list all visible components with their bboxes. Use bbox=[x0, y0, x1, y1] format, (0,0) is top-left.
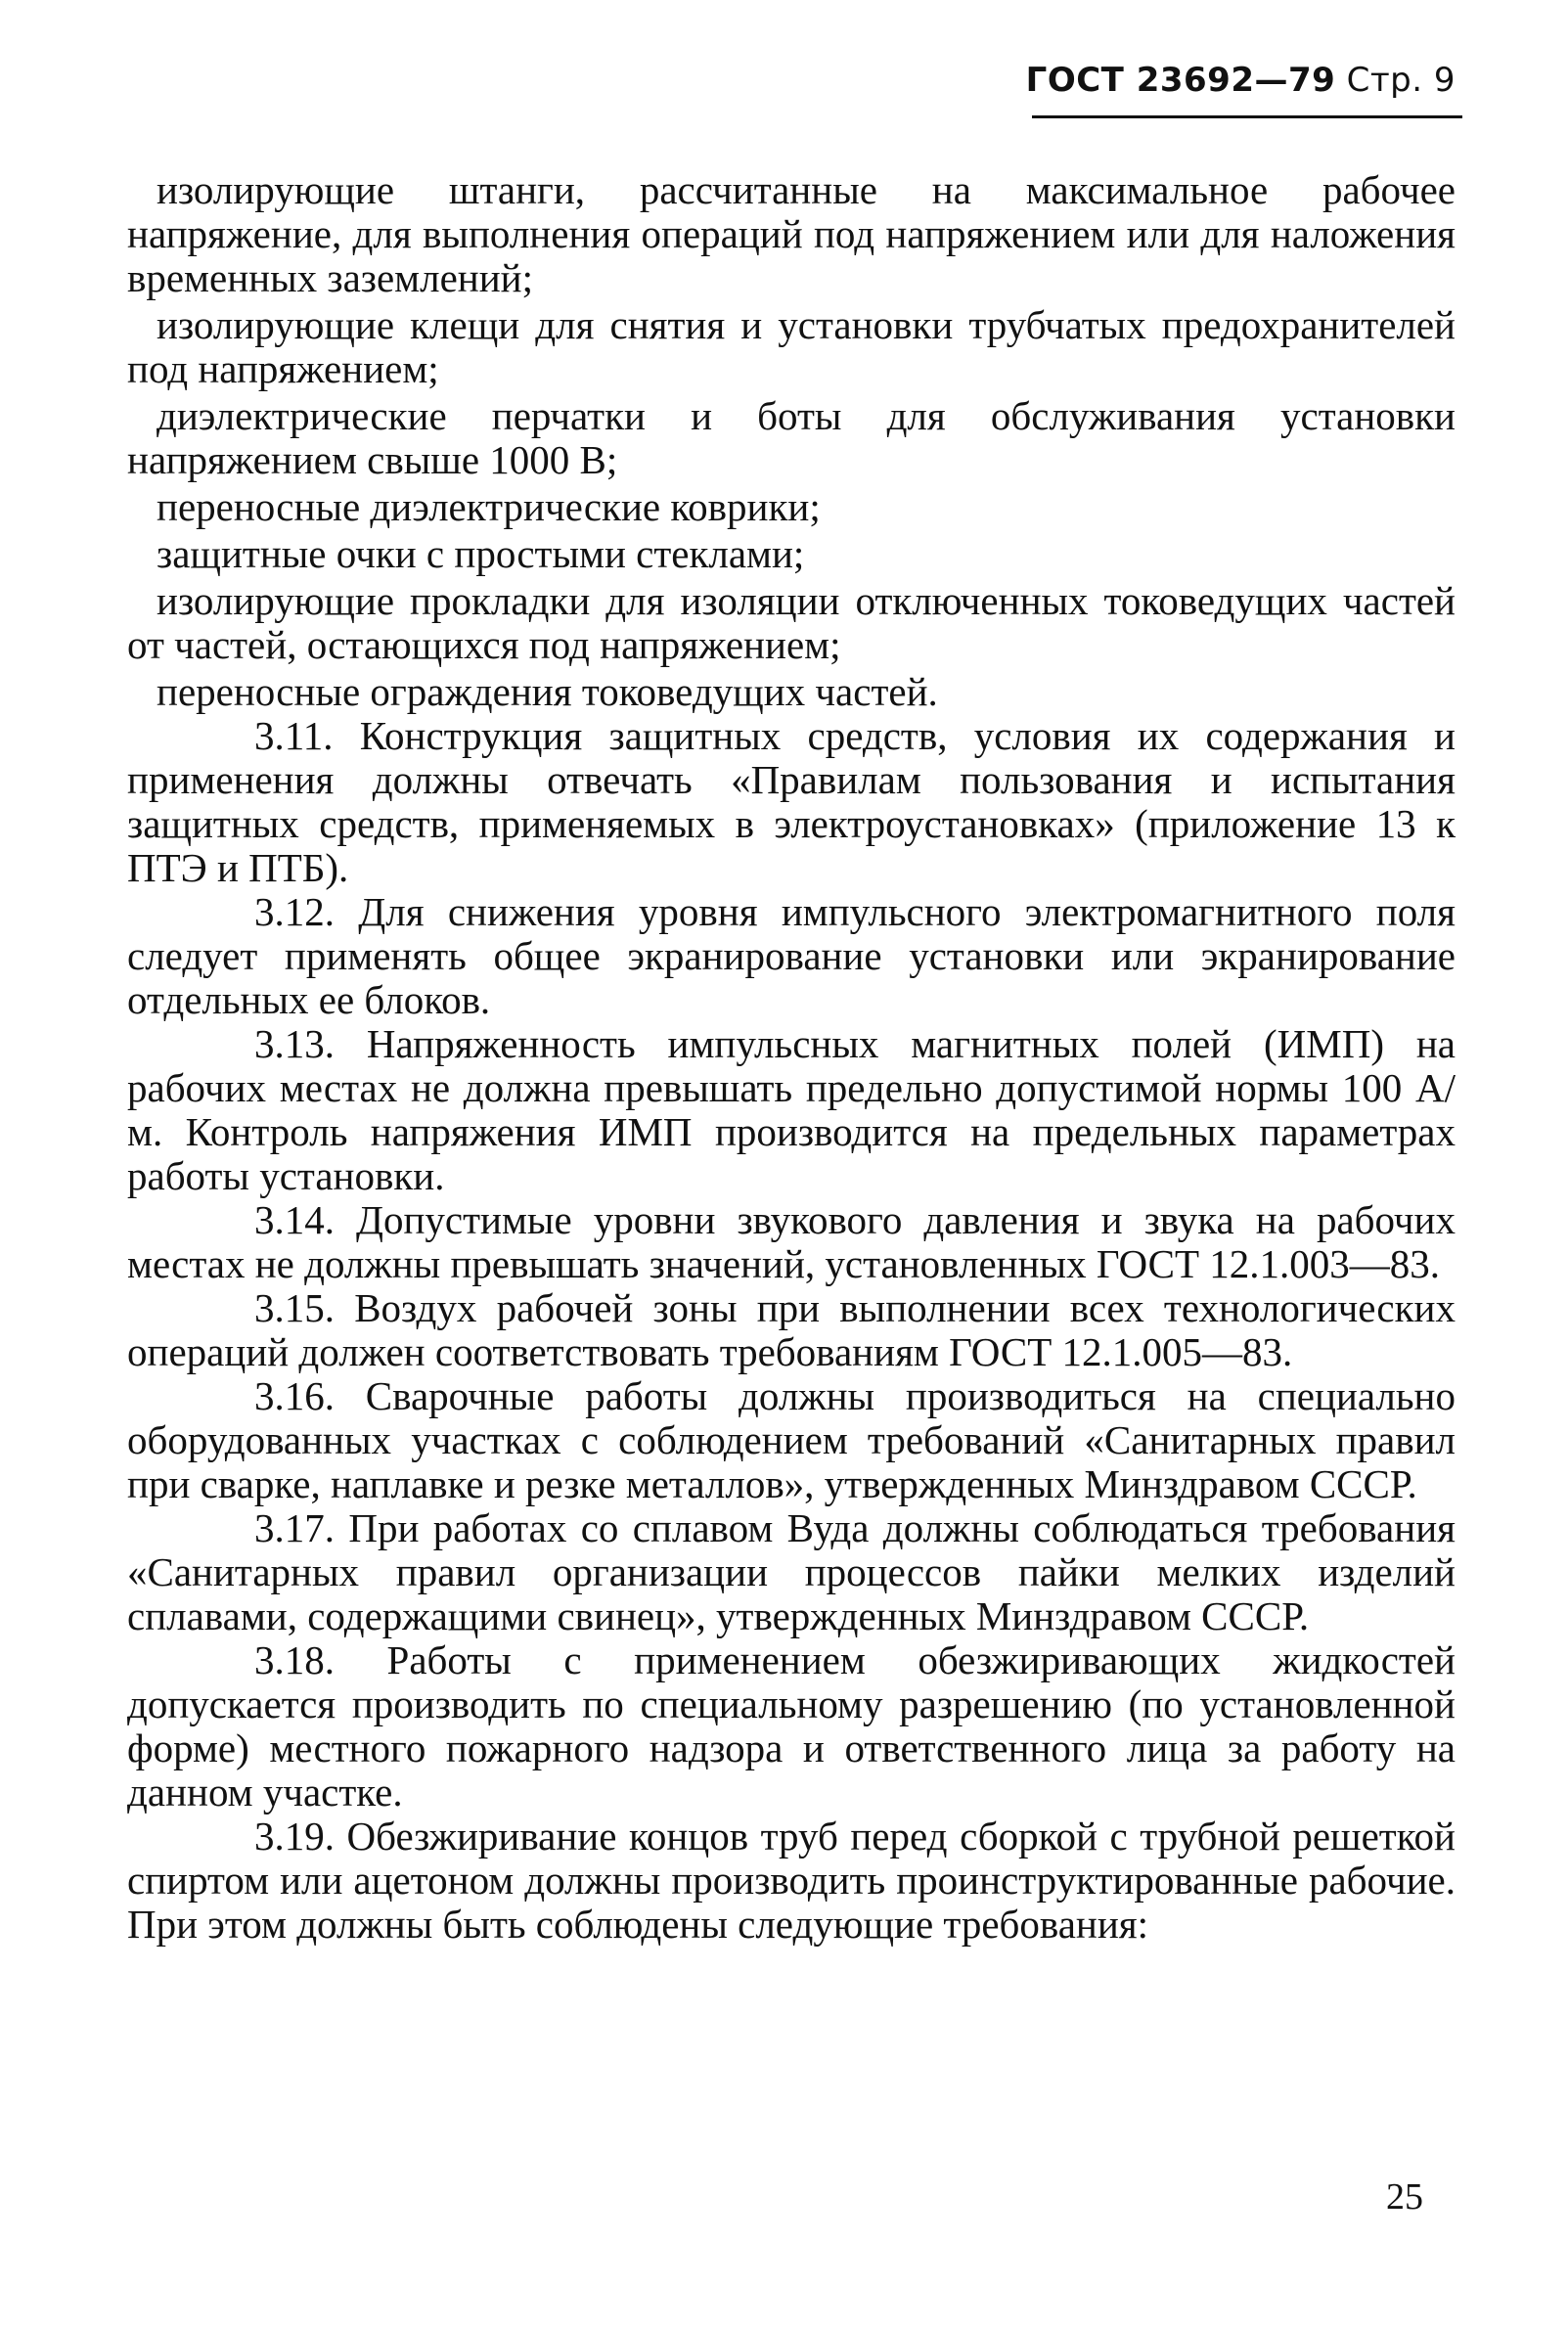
list-item: изолирующие прокладки для изоляции отключенных токоведущих частей от частей, остающихся под напряжением; bbox=[127, 578, 1456, 667]
list-item: изолирующие клещи для снятия и установки трубчатых предохранителей под напряжением; bbox=[127, 302, 1456, 391]
paragraph-3-16: 3.16. Сварочные работы должны производиться на специально оборудованных участках с соблюдением требований «Санитарных правил при сварке, наплавке и резке металлов», утвержденных Минздравом СССР. bbox=[127, 1373, 1456, 1506]
paragraph-3-12: 3.12. Для снижения уровня импульсного электромагнитного поля следует применять общее экранирование установки или экранирование отдельных ее блоков. bbox=[127, 889, 1456, 1022]
header-rule bbox=[1032, 115, 1462, 118]
page-label: Стр. 9 bbox=[1346, 61, 1456, 100]
body-text bbox=[127, 168, 1456, 1947]
list-item: переносные ограждения токоведущих частей. bbox=[157, 669, 938, 714]
paragraph-3-14: 3.14. Допустимые уровни звукового давления и звука на рабочих местах не должны превышать значений, установленных ГОСТ 12.1.003—83. bbox=[127, 1197, 1456, 1286]
standard-code: ГОСТ 23692—79 bbox=[1025, 61, 1336, 100]
list-item: защитные очки с простыми стеклами; bbox=[157, 531, 805, 576]
list-item: изолирующие штанги, рассчитанные на максимальное рабочее напряжение, для выполнения операций под напряжением или для наложения временных заземлений; bbox=[127, 167, 1456, 300]
paragraph-3-11: 3.11. Конструкция защитных средств, условия их содержания и применения должны отвечать «Правилам пользования и испытания защитных средств, применяемых в электроустановках» (приложение 13 к ПТЭ и ПТБ). bbox=[127, 713, 1456, 890]
paragraph-3-13: 3.13. Напряженность импульсных магнитных полей (ИМП) на рабочих местах не должна превышать предельно допустимой нормы 100 А/м. Контроль напряжения ИМП производится на предельных параметрах работы установки. bbox=[127, 1021, 1456, 1198]
paragraph-3-19: 3.19. Обезжиривание концов труб перед сборкой с трубной решеткой спиртом или ацетоном должны производить проинструктированные рабочие. При этом должны быть соблюдены следующие требования: bbox=[127, 1814, 1456, 1947]
list-item: переносные диэлектрические коврики; bbox=[157, 484, 821, 529]
page-number: 25 bbox=[1386, 2176, 1423, 2218]
page-header bbox=[1026, 61, 1456, 100]
list-item: диэлектрические перчатки и боты для обслуживания установки напряжением свыше 1000 В; bbox=[127, 393, 1456, 482]
paragraph-3-15: 3.15. Воздух рабочей зоны при выполнении всех технологических операций должен соответствовать требованиям ГОСТ 12.1.005—83. bbox=[127, 1285, 1456, 1374]
paragraph-3-17: 3.17. При работах со сплавом Вуда должны соблюдаться требования «Санитарных правил организации процессов пайки мелких изделий сплавами, содержащими свинец», утвержденных Минздравом СССР. bbox=[127, 1505, 1456, 1638]
paragraph-3-18: 3.18. Работы с применением обезжиривающих жидкостей допускается производить по специальному разрешению (по установленной форме) местного пожарного надзора и ответственного лица за работу на данном участке. bbox=[127, 1637, 1456, 1815]
